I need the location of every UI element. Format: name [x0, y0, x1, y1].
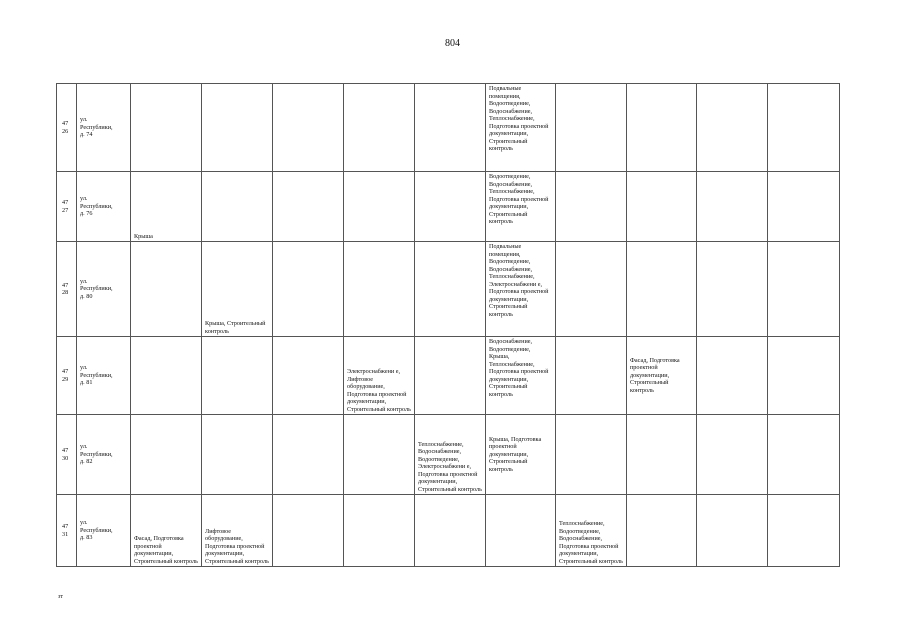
- row-number: 47 27: [57, 172, 77, 242]
- work-cell: [344, 415, 415, 495]
- work-cell: [202, 84, 273, 172]
- row-number: 47 26: [57, 84, 77, 172]
- work-cell: [768, 242, 840, 337]
- work-cell: Подвальные помещения, Водоотведение, Водоснабжение, Теплоснабжение, Подготовка проектной документации, Строительный контроль: [486, 84, 556, 172]
- work-cell: [768, 84, 840, 172]
- work-cell: [768, 172, 840, 242]
- work-cell: Электроснабжени е, Лифтовое оборудование, Подготовка проектной документации, Строительный контроль: [344, 337, 415, 415]
- work-cell: Крыша: [131, 172, 202, 242]
- work-cell: [202, 337, 273, 415]
- work-cell: Подвальные помещения, Водоотведение, Водоснабжение, Теплоснабжение, Электроснабжени е, Подготовка проектной документации, Строительный контроль: [486, 242, 556, 337]
- work-cell: Фасад, Подготовка проектной документации, Строительный контроль: [627, 337, 697, 415]
- work-cell: Теплоснабжение, Водоснабжение, Водоотведение, Электроснабжени е, Подготовка проектной документации, Строительный контроль: [415, 415, 486, 495]
- work-cell: [627, 84, 697, 172]
- table-row: [57, 337, 840, 415]
- footer-code: зт: [58, 594, 63, 600]
- work-cell: [556, 172, 627, 242]
- work-cell: [768, 415, 840, 495]
- work-cell: Фасад, Подготовка проектной документации, Строительный контроль: [131, 495, 202, 567]
- work-cell: [415, 84, 486, 172]
- work-cell: Водоснабжение, Водоотведение, Крыша, Теплоснабжение, Подготовка проектной документации, Строительный контроль: [486, 337, 556, 415]
- work-cell: [273, 242, 344, 337]
- work-cell: [556, 84, 627, 172]
- work-cell: [697, 337, 768, 415]
- address-cell: ул. Республики, д. 82: [77, 415, 131, 495]
- work-cell: Водоотведение, Водоснабжение, Теплоснабжение, Подготовка проектной документации, Строительный контроль: [486, 172, 556, 242]
- table-row: [57, 84, 840, 172]
- row-number: 47 28: [57, 242, 77, 337]
- address-cell: ул. Республики, д. 74: [77, 84, 131, 172]
- address-cell: ул. Республики, д. 80: [77, 242, 131, 337]
- work-cell: [556, 415, 627, 495]
- work-cell: [273, 337, 344, 415]
- work-cell: [768, 337, 840, 415]
- row-number: 47 31: [57, 495, 77, 567]
- work-cell: Крыша, Строительный контроль: [202, 242, 273, 337]
- work-cell: Лифтовое оборудование, Подготовка проектной документации, Строительный контроль: [202, 495, 273, 567]
- table-row: [57, 415, 840, 495]
- work-cell: [556, 337, 627, 415]
- work-cell: [768, 495, 840, 567]
- work-cell: [627, 495, 697, 567]
- work-cell: [273, 84, 344, 172]
- work-cell: [273, 172, 344, 242]
- work-cell: [273, 415, 344, 495]
- table-row: [57, 172, 840, 242]
- work-cell: [697, 415, 768, 495]
- work-cell: [131, 337, 202, 415]
- row-number: 47 29: [57, 337, 77, 415]
- address-cell: ул. Республики, д. 83: [77, 495, 131, 567]
- work-cell: [202, 172, 273, 242]
- work-cell: [697, 495, 768, 567]
- work-cell: [415, 172, 486, 242]
- work-cell: [627, 172, 697, 242]
- work-cell: [415, 495, 486, 567]
- work-cell: [273, 495, 344, 567]
- work-cell: [344, 495, 415, 567]
- work-cell: [556, 242, 627, 337]
- address-cell: ул. Республики, д. 81: [77, 337, 131, 415]
- work-cell: [697, 84, 768, 172]
- address-cell: ул. Республики, д. 76: [77, 172, 131, 242]
- work-cell: [131, 415, 202, 495]
- work-cell: [697, 172, 768, 242]
- work-cell: [627, 242, 697, 337]
- work-cell: [202, 415, 273, 495]
- work-cell: [131, 242, 202, 337]
- work-cell: [131, 84, 202, 172]
- table-row: [57, 242, 840, 337]
- capital-repair-table: [56, 83, 840, 567]
- work-cell: [344, 172, 415, 242]
- work-cell: [415, 242, 486, 337]
- work-cell: Теплоснабжение, Водоотведение, Водоснабжение, Подготовка проектной документации, Строительный контроль: [556, 495, 627, 567]
- work-cell: [344, 242, 415, 337]
- row-number: 47 30: [57, 415, 77, 495]
- work-cell: [627, 415, 697, 495]
- work-cell: [344, 84, 415, 172]
- work-cell: Крыша, Подготовка проектной документации, Строительный контроль: [486, 415, 556, 495]
- work-cell: [486, 495, 556, 567]
- work-cell: [415, 337, 486, 415]
- page-number: 804: [445, 38, 460, 49]
- work-cell: [697, 242, 768, 337]
- table-row: [57, 495, 840, 567]
